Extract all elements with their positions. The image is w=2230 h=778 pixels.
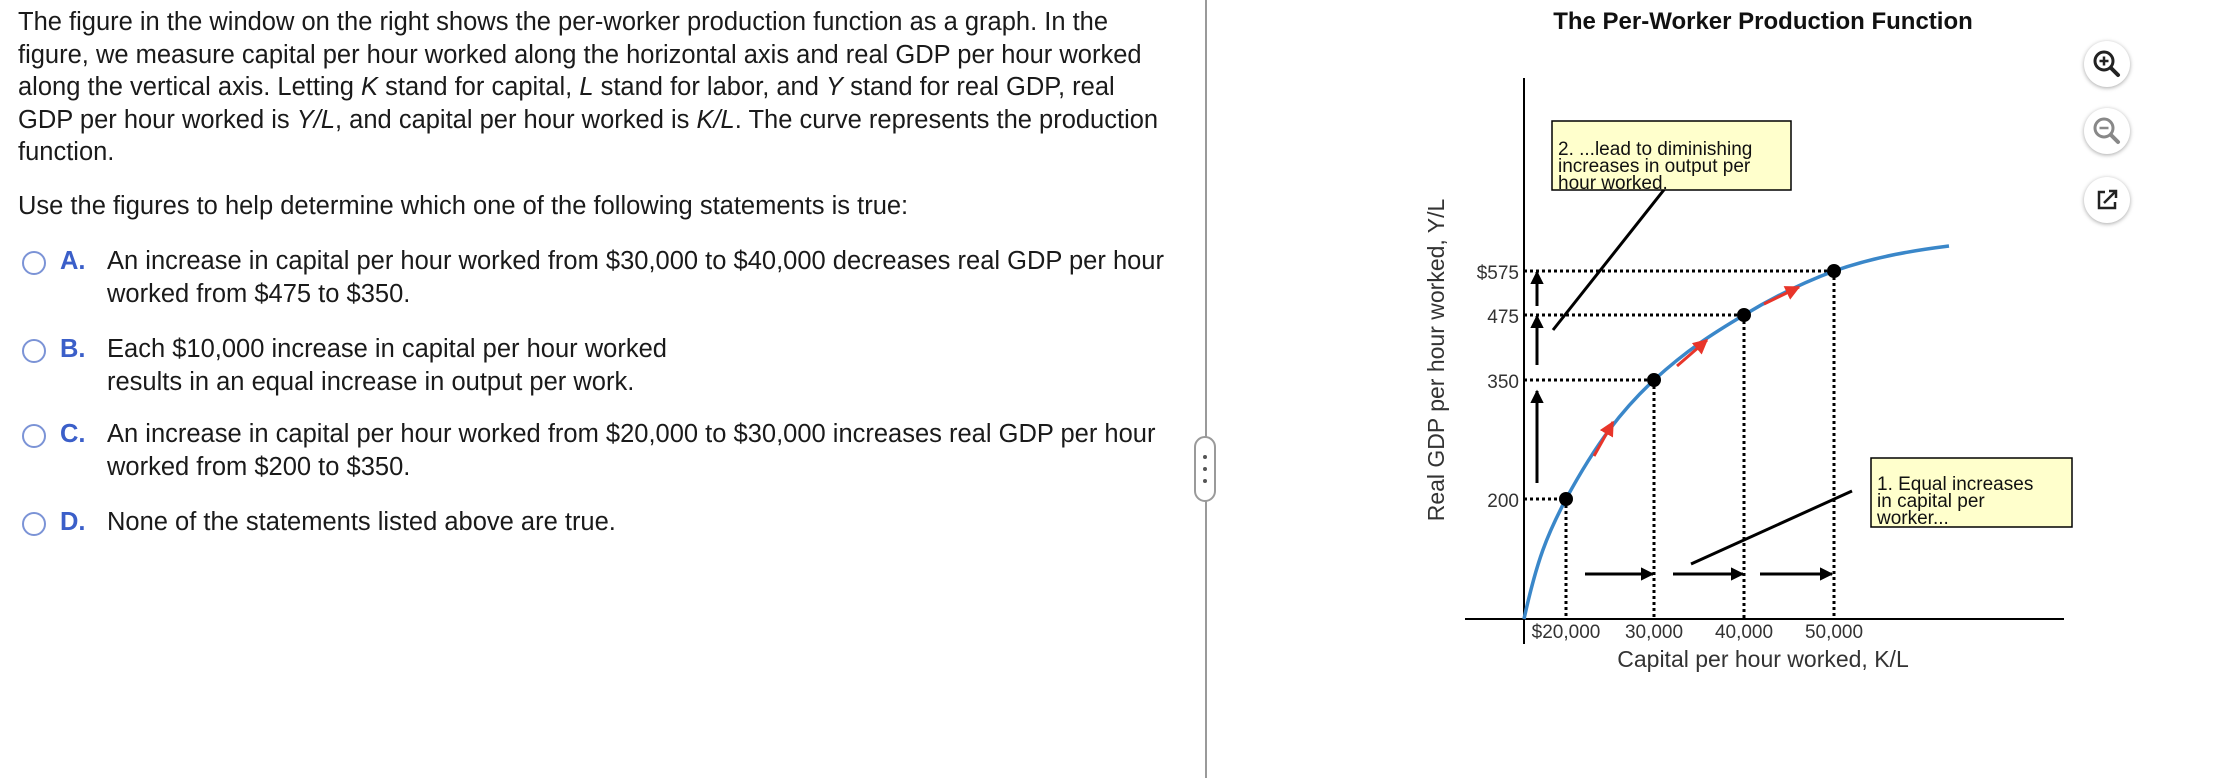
option-c-radio[interactable] [22,424,46,448]
option-d-letter: D. [60,508,86,536]
callout-top-line: hour worked. [1558,173,1668,194]
option-a-radio[interactable] [22,251,46,275]
x-tick-30000: 30,000 [1624,622,1684,643]
intro-part: stand for real GDP, real GDP per hour worked is [18,73,1115,134]
production-curve [1524,246,1949,619]
var-k: K [361,73,379,101]
intro-part: , and capital per hour worked is [335,105,697,134]
curve-arrow-2 [1677,340,1707,366]
popout-icon [2084,177,2130,223]
guide-lines [1524,271,1834,619]
option-d-radio[interactable] [22,512,46,536]
option-b-letter: B. [60,335,86,363]
zoom-out-button[interactable] [2084,108,2130,154]
callout-top-line: increases in output per [1558,156,1751,177]
point-40000-475 [1737,308,1751,322]
callout-top-leader [1553,186,1667,330]
option-a-letter: A. [60,247,86,275]
zoom-in-icon [2084,41,2130,87]
callout-right-line: 1. Equal increases [1877,474,2034,495]
y-tick-350: 350 [1487,372,1519,393]
var-l: L [579,73,594,101]
x-tick-40000: 40,000 [1714,622,1774,643]
zoom-in-button[interactable] [2084,41,2130,87]
y-tick-575: $575 [1476,263,1519,284]
intro-part: . The curve represents the production function. [18,105,1159,166]
popout-button[interactable] [2084,177,2130,223]
callout-right-line: worker... [1877,508,1949,529]
option-d-text: None of the statements listed above are true. [107,508,616,536]
y-axis-label: Real GDP per hour worked, Y/L [1423,198,1449,522]
x-tick-20000: $20,000 [1531,622,1601,643]
question-text: Use the figures to help determine which one of the following statements is true: [18,192,909,220]
x-tick-50000: 50,000 [1804,622,1864,643]
intro-part: stand for capital, [378,73,580,101]
intro-text [18,6,1168,169]
intro-part: The figure in the window on the right shows the per-worker production function as a graph. In the figure, we measure capital per hour worked along the horizontal axis and real GDP per hour worked along the vertical axis. Letting [18,8,1142,101]
option-b-radio[interactable] [22,339,46,363]
x-axis-label: Capital per hour worked, K/L [1617,646,1909,672]
y-tick-475: 475 [1487,307,1519,328]
point-20000-200 [1559,492,1573,506]
var-kl: K/L [696,105,735,134]
figure-panel [1207,0,2230,778]
option-a-text: An increase in capital per hour worked from $30,000 to $40,000 decreases real GDP per hour worked from $475 to $350. [107,247,1164,308]
zoom-out-icon [2084,108,2130,154]
option-b-text: Each $10,000 increase in capital per hour worked results in an equal increase in output per work. [107,335,667,396]
var-yl: Y/L [296,105,336,134]
production-function-chart [1207,0,2230,778]
point-30000-350 [1647,373,1661,387]
option-c-text: An increase in capital per hour worked from $20,000 to $30,000 increases real GDP per hour worked from $200 to $350. [107,420,1156,481]
callout-top-line: 2. ...lead to diminishing [1558,139,1753,160]
callout-right-line: in capital per [1877,491,1985,512]
curve-arrow-3 [1764,287,1799,304]
callout-right-leader [1691,491,1852,564]
var-y: Y [826,73,844,101]
intro-part: stand for labor, and [593,73,827,101]
curve-arrow-1 [1594,422,1613,456]
chart-title: The Per-Worker Production Function [1553,8,1973,35]
point-50000-575 [1827,264,1841,278]
option-c-letter: C. [60,420,86,448]
y-tick-200: 200 [1487,491,1519,512]
